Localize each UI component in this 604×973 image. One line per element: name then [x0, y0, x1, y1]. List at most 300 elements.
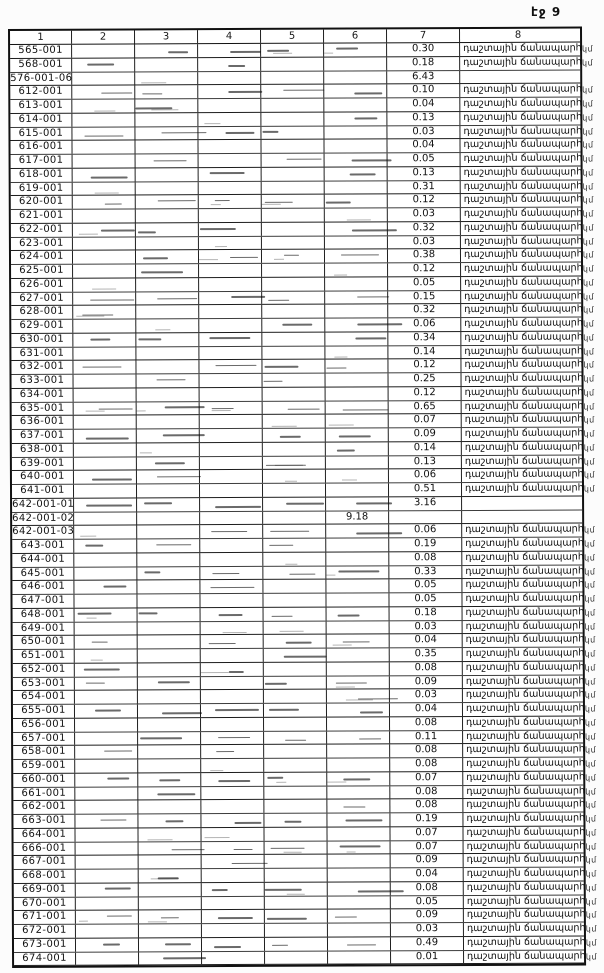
parcel-code-cell: 642-001-03 [12, 525, 75, 538]
land-type-label: դաշտային ճանապարհ [464, 344, 584, 357]
empty-cell [202, 910, 265, 923]
empty-cell [139, 897, 202, 910]
empty-cell [76, 897, 139, 910]
empty-cell [199, 346, 262, 359]
empty-cell [73, 209, 136, 222]
empty-cell [198, 113, 261, 126]
length-value-cell: 0.12 [388, 359, 461, 372]
unit-fragment: կմ [584, 690, 596, 700]
empty-cell [137, 567, 200, 580]
parcel-code-cell: 629-001 [11, 320, 73, 333]
length-value-cell: 0.04 [387, 98, 460, 111]
empty-cell [264, 690, 327, 703]
empty-cell [326, 373, 389, 386]
length-value-cell: 0.38 [388, 249, 461, 262]
empty-cell [328, 951, 391, 964]
empty-cell [327, 703, 390, 716]
unit-fragment: կմ [582, 99, 594, 109]
unit-fragment: կմ [585, 786, 597, 796]
empty-cell [135, 72, 198, 85]
land-type-cell [461, 152, 594, 166]
empty-cell [74, 484, 137, 497]
empty-cell [76, 856, 139, 869]
land-type-cell [462, 592, 596, 606]
land-type-label: դաշտային ճանապարհ [464, 372, 584, 385]
empty-cell [264, 745, 327, 758]
empty-cell [265, 896, 328, 909]
unit-fragment: կմ [582, 168, 594, 178]
parcel-code-cell: 576-001-06 [10, 72, 73, 84]
empty-cell [262, 154, 325, 167]
empty-cell [202, 951, 265, 964]
land-type-label: դաշտային ճանապարհ [464, 262, 583, 275]
empty-cell [138, 732, 201, 745]
empty-cell [76, 842, 139, 855]
empty-cell [325, 167, 388, 180]
empty-cell [263, 401, 326, 414]
empty-cell [76, 938, 139, 951]
empty-cell [73, 264, 136, 277]
column-header-5: 5 [261, 30, 324, 43]
empty-cell [327, 758, 390, 771]
empty-cell [74, 594, 137, 607]
length-value-cell: 0.07 [390, 827, 463, 840]
empty-cell [201, 828, 264, 841]
unit-fragment: կմ [583, 319, 595, 329]
unit-fragment: կմ [584, 718, 597, 728]
empty-cell [74, 539, 137, 552]
parcel-code-cell: 670-001 [14, 897, 76, 910]
unit-fragment: կմ [584, 553, 596, 563]
land-type-cell [463, 702, 596, 716]
empty-cell [328, 882, 391, 895]
length-value-cell: 0.15 [388, 291, 461, 304]
land-type-label: դաշտային ճանապարհ [465, 619, 585, 632]
empty-cell [73, 154, 136, 167]
unit-fragment: կմ [583, 401, 595, 411]
empty-cell [74, 471, 137, 484]
length-value-cell: 0.13 [389, 456, 462, 469]
empty-cell [324, 85, 387, 98]
empty-cell [75, 704, 138, 717]
empty-cell [264, 607, 327, 620]
empty-cell [74, 512, 137, 525]
empty-cell [264, 635, 327, 648]
parcel-code-cell: 653-001 [13, 677, 75, 690]
land-type-label: դաշտային ճանապարհ [465, 592, 585, 605]
empty-cell [198, 99, 261, 112]
empty-cell [325, 305, 388, 318]
empty-cell [138, 690, 201, 703]
land-type-label: դաշտային ճանապարհ [465, 551, 584, 563]
length-value-cell: 0.31 [388, 181, 461, 194]
empty-cell [75, 622, 138, 635]
empty-cell [327, 731, 390, 744]
empty-cell [328, 896, 391, 909]
empty-cell [325, 346, 388, 359]
parcel-code-cell: 618-001 [11, 168, 73, 181]
empty-cell [201, 635, 264, 648]
unit-fragment: կմ [585, 828, 597, 838]
unit-fragment: կմ [585, 759, 597, 769]
empty-cell [137, 374, 200, 387]
parcel-code-cell: 617-001 [11, 155, 73, 168]
land-type-cell [464, 881, 597, 894]
length-value-cell: 0.08 [390, 717, 463, 730]
unit-fragment: կմ [584, 745, 597, 755]
unit-fragment: կմ [584, 580, 596, 590]
land-type-cell [463, 784, 597, 798]
parcel-code-cell: 634-001 [12, 388, 74, 401]
land-type-cell [463, 826, 597, 839]
land-type-label: դաշտային ճանապարհ [463, 221, 583, 233]
length-value-cell: 0.03 [388, 208, 461, 221]
empty-cell [261, 99, 324, 112]
unit-fragment: կմ [584, 649, 596, 659]
land-type-cell [462, 551, 596, 564]
parcel-code-cell: 622-001 [11, 223, 73, 236]
unit-fragment: կմ [584, 539, 596, 549]
parcel-code-cell: 667-001 [14, 856, 76, 869]
empty-cell [200, 511, 263, 524]
empty-cell [73, 333, 136, 346]
land-type-cell [463, 606, 596, 619]
unit-fragment: կմ [584, 731, 597, 741]
unit-fragment: կմ [585, 883, 597, 893]
empty-cell [326, 415, 389, 428]
length-value-cell: 0.14 [388, 346, 461, 359]
empty-cell [135, 85, 198, 98]
land-type-label: դաշտային ճանապարհ [463, 193, 583, 206]
land-type-cell [464, 949, 598, 963]
empty-cell [262, 236, 325, 249]
parcel-code-cell: 657-001 [13, 732, 75, 745]
empty-cell [73, 319, 136, 332]
empty-cell [326, 401, 389, 414]
length-value-cell: 0.06 [388, 318, 461, 331]
length-value-cell: 0.10 [387, 84, 460, 97]
land-type-label: դաշտային ճանապարհ [465, 578, 585, 591]
empty-cell [139, 938, 202, 951]
length-value-cell: 0.19 [390, 813, 463, 826]
empty-cell [138, 787, 201, 800]
land-type-label: դաշտային ճանապարհ [465, 661, 585, 673]
empty-cell [201, 773, 264, 786]
unit-fragment: կմ [583, 388, 595, 398]
empty-cell [328, 910, 391, 923]
land-parcel-table [8, 26, 598, 968]
land-type-cell [461, 179, 594, 193]
empty-cell [72, 141, 135, 154]
empty-cell [200, 553, 263, 566]
empty-cell [263, 387, 326, 400]
unit-fragment: կմ [583, 415, 595, 425]
parcel-code-cell: 666-001 [14, 842, 76, 855]
land-type-label: դաշտային ճանապարհ [465, 674, 585, 687]
parcel-code-cell: 613-001 [10, 100, 72, 113]
land-type-cell [460, 42, 594, 56]
parcel-code-cell: 642-001-02 [12, 512, 75, 524]
parcel-code-cell: 642-001-01 [12, 498, 75, 510]
parcel-code-cell: 643-001 [12, 540, 74, 553]
parcel-code-cell: 650-001 [13, 636, 75, 649]
unit-fragment: կմ [583, 484, 596, 494]
empty-cell [198, 58, 261, 71]
length-value-cell: 0.30 [387, 43, 460, 56]
parcel-code-cell: 565-001 [10, 45, 72, 58]
land-type-cell [460, 97, 594, 111]
empty-cell [202, 869, 265, 882]
empty-cell [264, 759, 327, 772]
parcel-code-cell: 658-001 [13, 746, 75, 759]
empty-cell [75, 649, 138, 662]
unit-fragment: կմ [583, 333, 595, 343]
empty-cell [262, 360, 325, 373]
empty-cell [327, 635, 390, 648]
empty-cell [72, 72, 135, 85]
empty-cell [325, 263, 388, 276]
empty-cell [328, 855, 391, 868]
land-type-label: դաշտային ճանապարհ [466, 716, 585, 728]
land-type-cell [461, 262, 595, 276]
empty-cell [73, 292, 136, 305]
empty-cell [74, 374, 137, 387]
empty-cell [138, 663, 201, 676]
empty-cell [263, 484, 326, 497]
unit-fragment: կմ [583, 305, 595, 315]
empty-cell [137, 443, 200, 456]
empty-cell [201, 800, 264, 813]
empty-cell [139, 924, 202, 937]
length-value-cell: 0.05 [388, 153, 461, 166]
column-header-3: 3 [135, 30, 198, 43]
empty-cell [327, 800, 390, 813]
empty-cell [136, 168, 199, 181]
empty-cell [74, 457, 137, 470]
parcel-code-cell: 674-001 [14, 952, 76, 965]
empty-cell [265, 951, 328, 964]
parcel-code-cell: 655-001 [13, 705, 75, 718]
land-type-cell [462, 468, 595, 482]
unit-fragment: կմ [585, 924, 597, 934]
column-header-2: 2 [72, 30, 135, 43]
empty-cell [73, 251, 136, 264]
parcel-code-cell: 630-001 [11, 333, 73, 346]
parcel-code-cell: 651-001 [13, 650, 75, 663]
land-type-label: դաշտային ճանապարհ [464, 276, 583, 288]
land-type-label: դաշտային ճանապարհ [466, 839, 586, 852]
empty-cell [75, 732, 138, 745]
parcel-code-cell: 628-001 [11, 306, 73, 319]
parcel-code-cell: 648-001 [13, 608, 75, 621]
land-type-cell [463, 688, 596, 702]
length-value-cell: 0.11 [390, 731, 463, 744]
empty-cell [199, 223, 262, 236]
empty-cell [327, 607, 390, 620]
empty-cell [138, 635, 201, 648]
parcel-code-cell: 615-001 [10, 127, 72, 140]
empty-cell [139, 883, 202, 896]
empty-cell [74, 388, 137, 401]
land-type-label: դաշտային ճանապարհ [465, 606, 585, 618]
empty-cell [76, 924, 139, 937]
empty-cell [201, 676, 264, 689]
land-type-cell [463, 798, 597, 812]
table-body [10, 42, 598, 967]
empty-cell [136, 333, 199, 346]
land-type-label: դաշտային ճանապարհ [464, 289, 583, 302]
land-type-label: դաշտային ճանապարհ [466, 867, 586, 880]
empty-cell [72, 44, 135, 57]
empty-cell [199, 154, 262, 167]
unit-fragment: կմ [585, 800, 597, 810]
land-type-label: դաշտային ճանապարհ [466, 908, 586, 921]
unit-fragment: կմ [582, 264, 595, 274]
empty-cell [138, 608, 201, 621]
unit-fragment: կմ [583, 470, 595, 480]
parcel-code-cell: 619-001 [11, 182, 73, 195]
empty-cell [325, 360, 388, 373]
land-type-cell [464, 908, 597, 922]
unit-fragment: կմ [583, 346, 595, 356]
land-type-cell [463, 661, 596, 674]
empty-cell [325, 332, 388, 345]
empty-cell [326, 387, 389, 400]
unit-fragment: կմ [583, 456, 595, 466]
empty-cell [73, 278, 136, 291]
empty-cell [327, 745, 390, 758]
page-number: էջ 9 [531, 5, 562, 19]
land-type-cell [462, 564, 596, 578]
empty-cell [264, 814, 327, 827]
length-value-cell: 0.12 [388, 263, 461, 276]
empty-cell [328, 841, 391, 854]
parcel-code-cell: 672-001 [14, 925, 76, 938]
empty-cell [135, 58, 198, 71]
empty-cell [263, 525, 326, 538]
land-type-cell [461, 221, 594, 234]
unit-fragment: կմ [583, 429, 595, 439]
parcel-code-cell: 612-001 [10, 86, 72, 99]
empty-cell [328, 937, 391, 950]
length-value-cell: 0.07 [389, 414, 462, 427]
empty-cell [324, 98, 387, 111]
empty-cell [138, 745, 201, 758]
unit-fragment: կմ [584, 635, 596, 645]
length-value-cell: 0.04 [387, 139, 460, 152]
empty-cell [198, 71, 261, 84]
length-value-cell: 0.07 [390, 772, 463, 785]
land-type-cell [462, 386, 595, 399]
empty-cell [262, 346, 325, 359]
empty-cell [139, 910, 202, 923]
empty-cell [262, 264, 325, 277]
land-type-cell [462, 510, 578, 523]
unit-fragment: կմ [582, 209, 594, 219]
empty-cell [261, 71, 324, 84]
empty-cell [74, 567, 137, 580]
unit-fragment: կմ [582, 113, 594, 123]
empty-cell [327, 772, 390, 785]
unit-fragment: կմ [584, 525, 596, 535]
parcel-code-cell: 646-001 [12, 581, 74, 594]
empty-cell [137, 484, 200, 497]
empty-cell [326, 593, 389, 606]
unit-fragment: կմ [582, 250, 595, 260]
land-type-label: դաշտային ճանապարհ [464, 331, 584, 343]
empty-cell [326, 538, 389, 551]
land-type-label: դաշտային ճանապարհ [466, 729, 585, 742]
length-value-cell: 0.03 [390, 689, 463, 702]
land-type-cell [461, 331, 595, 344]
parcel-code-cell: 656-001 [13, 718, 75, 731]
empty-cell [136, 278, 199, 291]
empty-cell [327, 827, 390, 840]
land-type-cell [462, 523, 596, 537]
unit-fragment: կմ [584, 663, 596, 673]
empty-cell [74, 443, 137, 456]
empty-cell [75, 636, 138, 649]
empty-cell [262, 209, 325, 222]
empty-cell [136, 305, 199, 318]
empty-cell [326, 525, 389, 538]
land-type-label: դաշտային ճանապարհ [464, 441, 584, 453]
empty-cell [324, 57, 387, 70]
empty-cell [138, 704, 201, 717]
empty-cell [265, 910, 328, 923]
unit-fragment: կմ [585, 938, 598, 948]
empty-cell [138, 759, 201, 772]
empty-cell [136, 360, 199, 373]
empty-cell [199, 333, 262, 346]
land-type-cell [460, 70, 576, 83]
land-type-label: դաշտային ճանապարհ [463, 179, 583, 192]
empty-cell [326, 497, 389, 510]
column-header-8: 8 [514, 29, 522, 41]
land-type-cell [463, 716, 597, 729]
empty-cell [137, 512, 200, 525]
empty-cell [325, 236, 388, 249]
empty-cell [198, 126, 261, 139]
empty-cell [74, 429, 137, 442]
unit-fragment: կմ [585, 910, 597, 920]
parcel-code-cell: 664-001 [13, 828, 75, 841]
unit-fragment: կմ [585, 951, 598, 961]
empty-cell [199, 319, 262, 332]
empty-cell [137, 594, 200, 607]
land-type-cell [462, 399, 595, 413]
land-type-cell [462, 454, 595, 468]
empty-cell [73, 182, 136, 195]
land-type-label: դաշտային ճանապարհ [464, 386, 584, 398]
unit-fragment: կմ [581, 58, 594, 68]
empty-cell [135, 99, 198, 112]
empty-cell [74, 402, 137, 415]
empty-cell [200, 539, 263, 552]
empty-cell [76, 869, 139, 882]
land-type-label: դաշտային ճանապարհ [463, 207, 583, 220]
length-value-cell: 3.16 [389, 497, 462, 510]
land-type-label: դաշտային ճանապարհ [463, 248, 583, 261]
empty-cell [138, 773, 201, 786]
empty-cell [135, 44, 198, 57]
unit-fragment: կմ [585, 896, 597, 906]
empty-cell [263, 497, 326, 510]
empty-cell [138, 649, 201, 662]
empty-cell [262, 250, 325, 263]
length-value-cell: 0.09 [391, 854, 464, 867]
empty-cell [202, 883, 265, 896]
